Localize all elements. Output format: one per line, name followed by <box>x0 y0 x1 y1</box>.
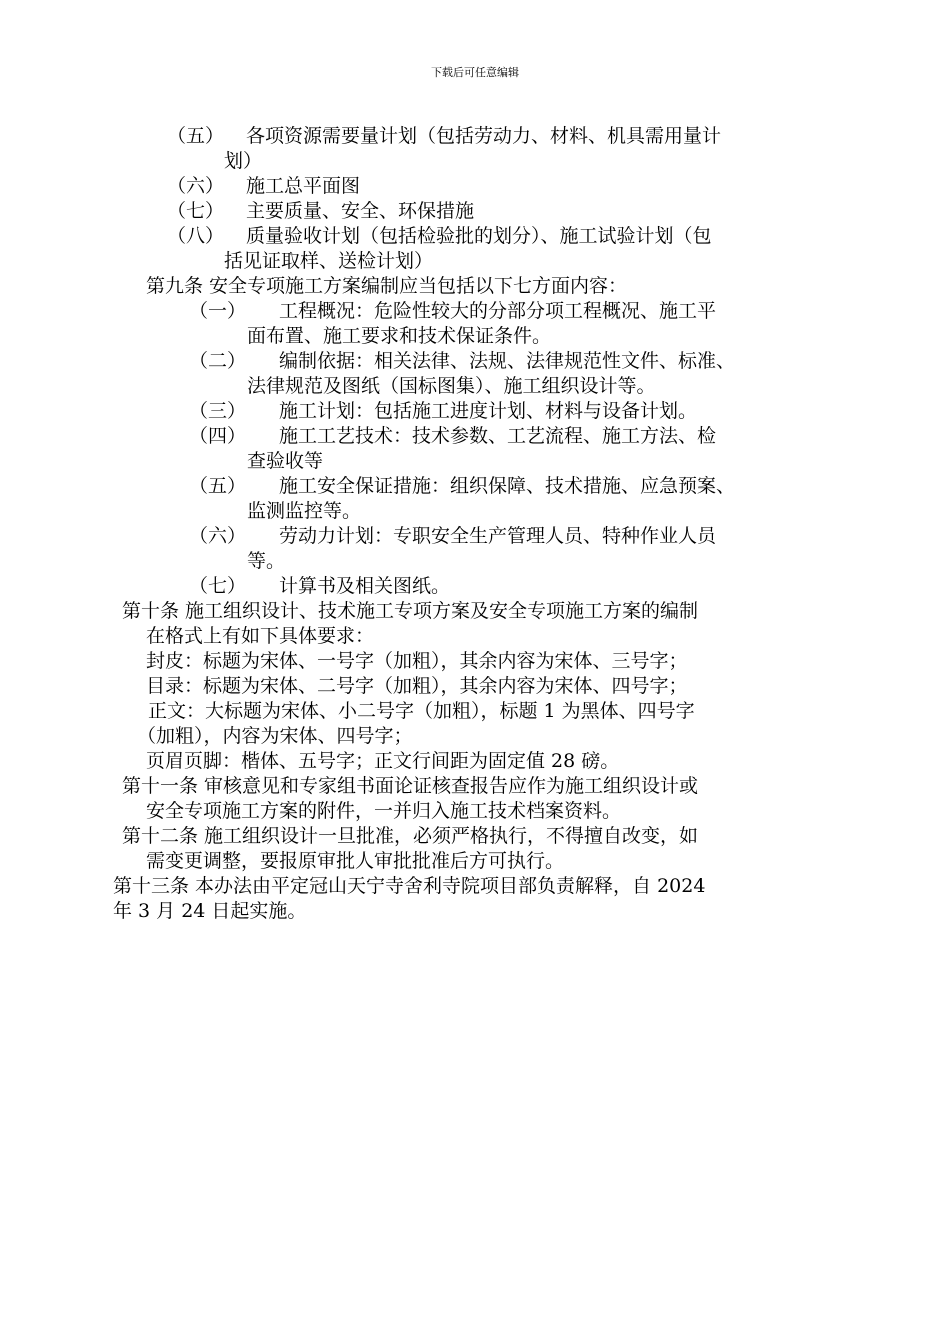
item-text-continuation: 监测监控等。 <box>247 500 362 522</box>
item-text-continuation: 等。 <box>247 550 286 572</box>
item-number: （八） <box>167 225 225 247</box>
format-body-line-1: 正文：大标题为宋体、小二号字（加粗），标题 1 为黑体、四号字 <box>148 700 695 722</box>
format-body-line-2: （加粗），内容为宋体、四号字； <box>137 725 413 747</box>
article-13-line-2: 年 3 月 24 日起实施。 <box>113 900 307 922</box>
item-number: （五） <box>189 475 247 497</box>
item-text: 施工安全保证措施：组织保障、技术措施、应急预案、 <box>279 475 736 497</box>
item-text-continuation: 面布置、施工要求和技术保证条件。 <box>247 325 552 347</box>
format-cover: 封皮：标题为宋体、一号字（加粗），其余内容为宋体、三号字； <box>146 650 688 672</box>
item-number: （四） <box>189 425 247 447</box>
item-number: （三） <box>189 400 247 422</box>
article-11-line-1: 第十一条 审核意见和专家组书面论证核查报告应作为施工组织设计或 <box>122 775 699 797</box>
item-text-continuation: 查验收等 <box>247 450 324 472</box>
format-toc: 目录：标题为宋体、二号字（加粗），其余内容为宋体、四号字； <box>146 675 688 697</box>
article-9-title: 第九条 安全专项施工方案编制应当包括以下七方面内容： <box>146 275 628 297</box>
article-13-line-1: 第十三条 本办法由平定冠山天宁寺舍利寺院项目部负责解释，自 2024 <box>113 875 706 897</box>
item-text: 施工工艺技术：技术参数、工艺流程、施工方法、检 <box>279 425 717 447</box>
article-11-line-2: 安全专项施工方案的附件，一并归入施工技术档案资料。 <box>146 800 622 822</box>
item-text: 施工总平面图 <box>246 175 361 197</box>
item-text: 施工计划：包括施工进度计划、材料与设备计划。 <box>279 400 698 422</box>
item-text: 工程概况：危险性较大的分部分项工程概况、施工平 <box>279 300 717 322</box>
item-number: （六） <box>167 175 225 197</box>
item-text: 编制依据：相关法律、法规、法律规范性文件、标准、 <box>279 350 736 372</box>
article-12-line-2: 需变更调整，要报原审批人审批批准后方可执行。 <box>146 850 565 872</box>
item-number: （七） <box>189 575 247 597</box>
item-text: 质量验收计划（包括检验批的划分）、施工试验计划（包 <box>246 225 712 247</box>
list-item <box>167 124 224 149</box>
page-header: 下载后可任意编辑 <box>431 66 519 79</box>
item-number: （二） <box>189 350 247 372</box>
item-text: 计算书及相关图纸。 <box>279 575 451 597</box>
item-number: （一） <box>189 300 247 322</box>
item-text-continuation: 法律规范及图纸（国标图集）、施工组织设计等。 <box>247 375 656 397</box>
item-text: 劳动力计划：专职安全生产管理人员、特种作业人员 <box>279 525 717 547</box>
item-text: 各项资源需要量计划（包括劳动力、材料、机具需用量计 <box>246 125 722 147</box>
item-text-continuation: 划） <box>224 150 263 172</box>
format-header-footer: 页眉页脚：楷体、五号字；正文行间距为固定值 28 磅。 <box>146 750 620 772</box>
article-10-line-1: 第十条 施工组织设计、技术施工专项方案及安全专项施工方案的编制 <box>122 600 699 622</box>
item-number: （五） <box>167 125 225 147</box>
article-10-line-2: 在格式上有如下具体要求： <box>146 625 375 647</box>
item-number: （六） <box>189 525 247 547</box>
item-text: 主要质量、安全、环保措施 <box>246 200 475 222</box>
item-number: （七） <box>167 200 225 222</box>
article-12-line-1: 第十二条 施工组织设计一旦批准，必须严格执行，不得擅自改变，如 <box>122 825 699 847</box>
item-text-continuation: 括见证取样、送检计划） <box>224 250 434 272</box>
